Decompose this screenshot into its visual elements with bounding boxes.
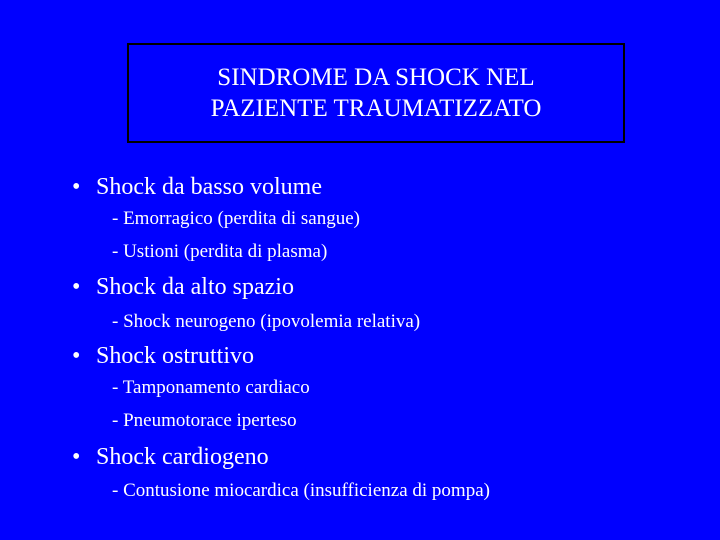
sub-item: - Pneumotorace iperteso [112, 410, 297, 431]
sub-item: - Tamponamento cardiaco [112, 377, 310, 398]
bullet-item [72, 273, 294, 301]
bullet-heading: Shock da alto spazio [96, 274, 294, 300]
bullet-icon: • [72, 343, 81, 369]
bullet-icon: • [72, 274, 81, 300]
bullet-heading: Shock ostruttivo [96, 343, 255, 369]
bullet-item [72, 342, 254, 370]
title-box [127, 43, 625, 143]
sub-item: - Ustioni (perdita di plasma) [112, 241, 328, 262]
bullet-item [72, 173, 322, 201]
sub-item: - Emorragico (perdita di sangue) [112, 208, 360, 229]
sub-item: - Shock neurogeno (ipovolemia relativa) [112, 311, 421, 332]
bullet-icon: • [72, 444, 81, 470]
title-line-1: SINDROME DA SHOCK NEL [217, 64, 535, 91]
bullet-item [72, 443, 269, 471]
bullet-heading: Shock cardiogeno [96, 444, 269, 470]
bullet-icon: • [72, 174, 81, 200]
bullet-heading: Shock da basso volume [96, 174, 322, 200]
sub-item: - Contusione miocardica (insufficienza di pompa) [112, 480, 490, 501]
title-line-2: PAZIENTE TRAUMATIZZATO [210, 95, 542, 122]
